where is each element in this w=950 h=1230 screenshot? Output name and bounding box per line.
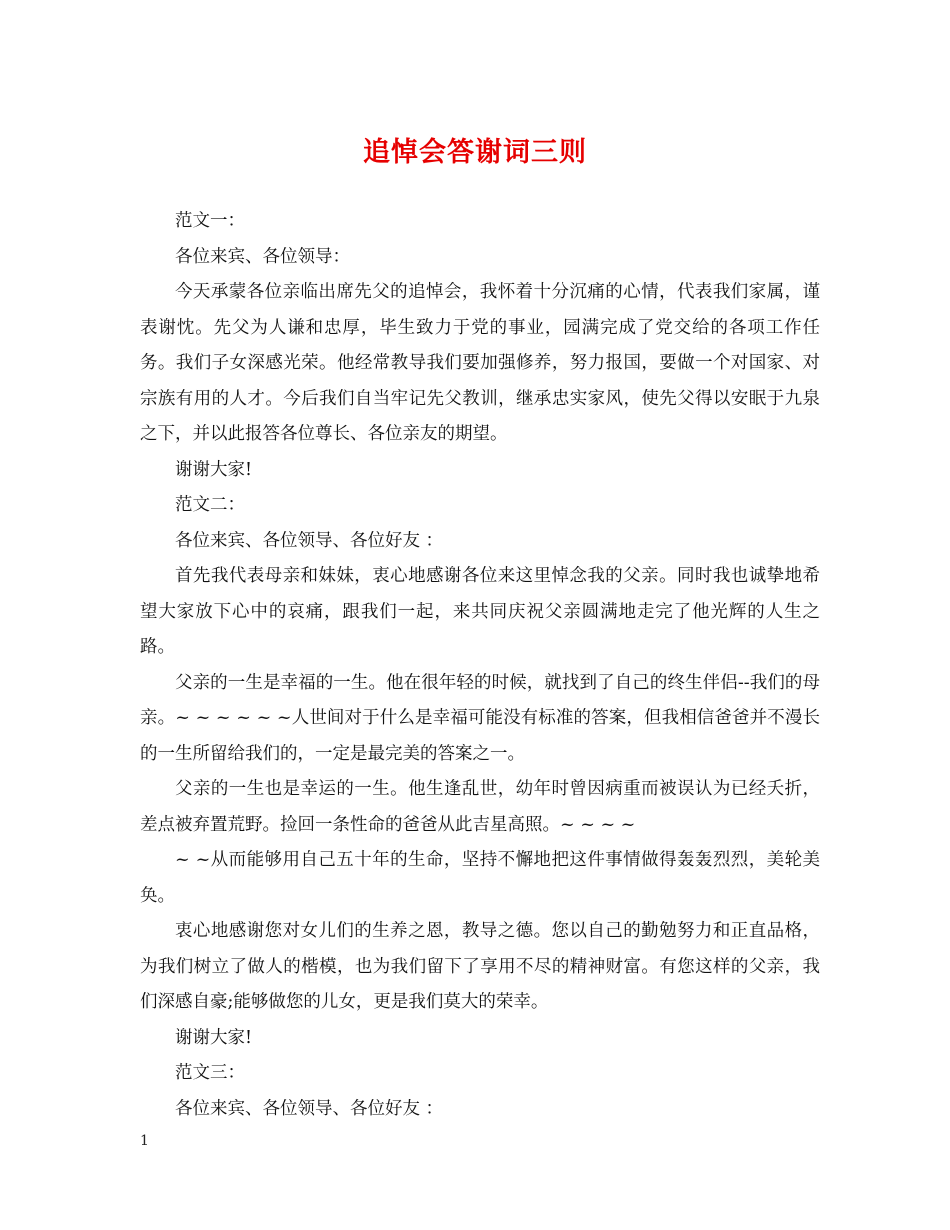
paragraph: 范文三：: [175, 1063, 245, 1083]
paragraph: 各位来宾、各位领导、各位好友 ：: [175, 530, 444, 551]
paragraph: 衷心地感谢您对女儿们的生养之恩，教导之德。您以自己的勤勉努力和正直品格，为我们树立了做人的楷模，也为我们留下了享用不尽的精神财富。有您这样的父亲，我们深感自豪;能够做您的儿女，更是我们莫大的荣幸。: [140, 921, 820, 1012]
paragraph: 首先我代表母亲和妹妹，衷心地感谢各位来这里悼念我的父亲。同时我也诚挚地希望大家放下心中的哀痛，跟我们一起，来共同庆祝父亲圆满地走完了他光辉的人生之路。: [140, 566, 820, 657]
paragraph: 谢谢大家!: [175, 1027, 253, 1048]
paragraph: 范文二：: [175, 495, 245, 515]
paragraph: 各位来宾、各位领导、各位好友 ：: [175, 1098, 444, 1119]
paragraph: ~ ~从而能够用自己五十年的生命，坚持不懈地把这件事情做得轰轰烈烈，美轮美奂。: [140, 850, 820, 906]
paragraph: 范文一：: [175, 211, 245, 231]
document-body: [140, 204, 820, 1127]
paragraph: 各位来宾、各位领导：: [175, 246, 350, 267]
paragraph: 父亲的一生是幸福的一生。他在很年轻的时候，就找到了自己的终生伴侣--我们的母亲。~ ~ ~ ~ ~ ~人世间对于什么是幸福可能没有标准的答案，但我相信爸爸并不漫长的一生所留给我们的，一定是最完美的答案之一。: [140, 672, 820, 764]
document-title: 追悼会答谢词三则: [363, 137, 587, 168]
page-number: 1: [140, 1133, 149, 1149]
paragraph: 今天承蒙各位亲临出席先父的追悼会，我怀着十分沉痛的心情，代表我们家属，谨表谢忱。先父为人谦和忠厚，毕生致力于党的事业，园满完成了党交给的各项工作任务。我们子女深感光荣。他经常教导我们要加强修养，努力报国，要做一个对国家、对宗族有用的人才。今后我们自当牢记先父教训，继承忠实家风，使先父得以安眠于九泉之下，并以此报答各位尊长、各位亲友的期望。: [140, 282, 820, 444]
paragraph: 谢谢大家!: [175, 459, 253, 480]
paragraph: 父亲的一生也是幸运的一生。他生逢乱世，幼年时曾因病重而被误认为已经夭折，差点被弃置荒野。捡回一条性命的爸爸从此吉星高照。~ ~ ~ ~: [140, 779, 820, 835]
